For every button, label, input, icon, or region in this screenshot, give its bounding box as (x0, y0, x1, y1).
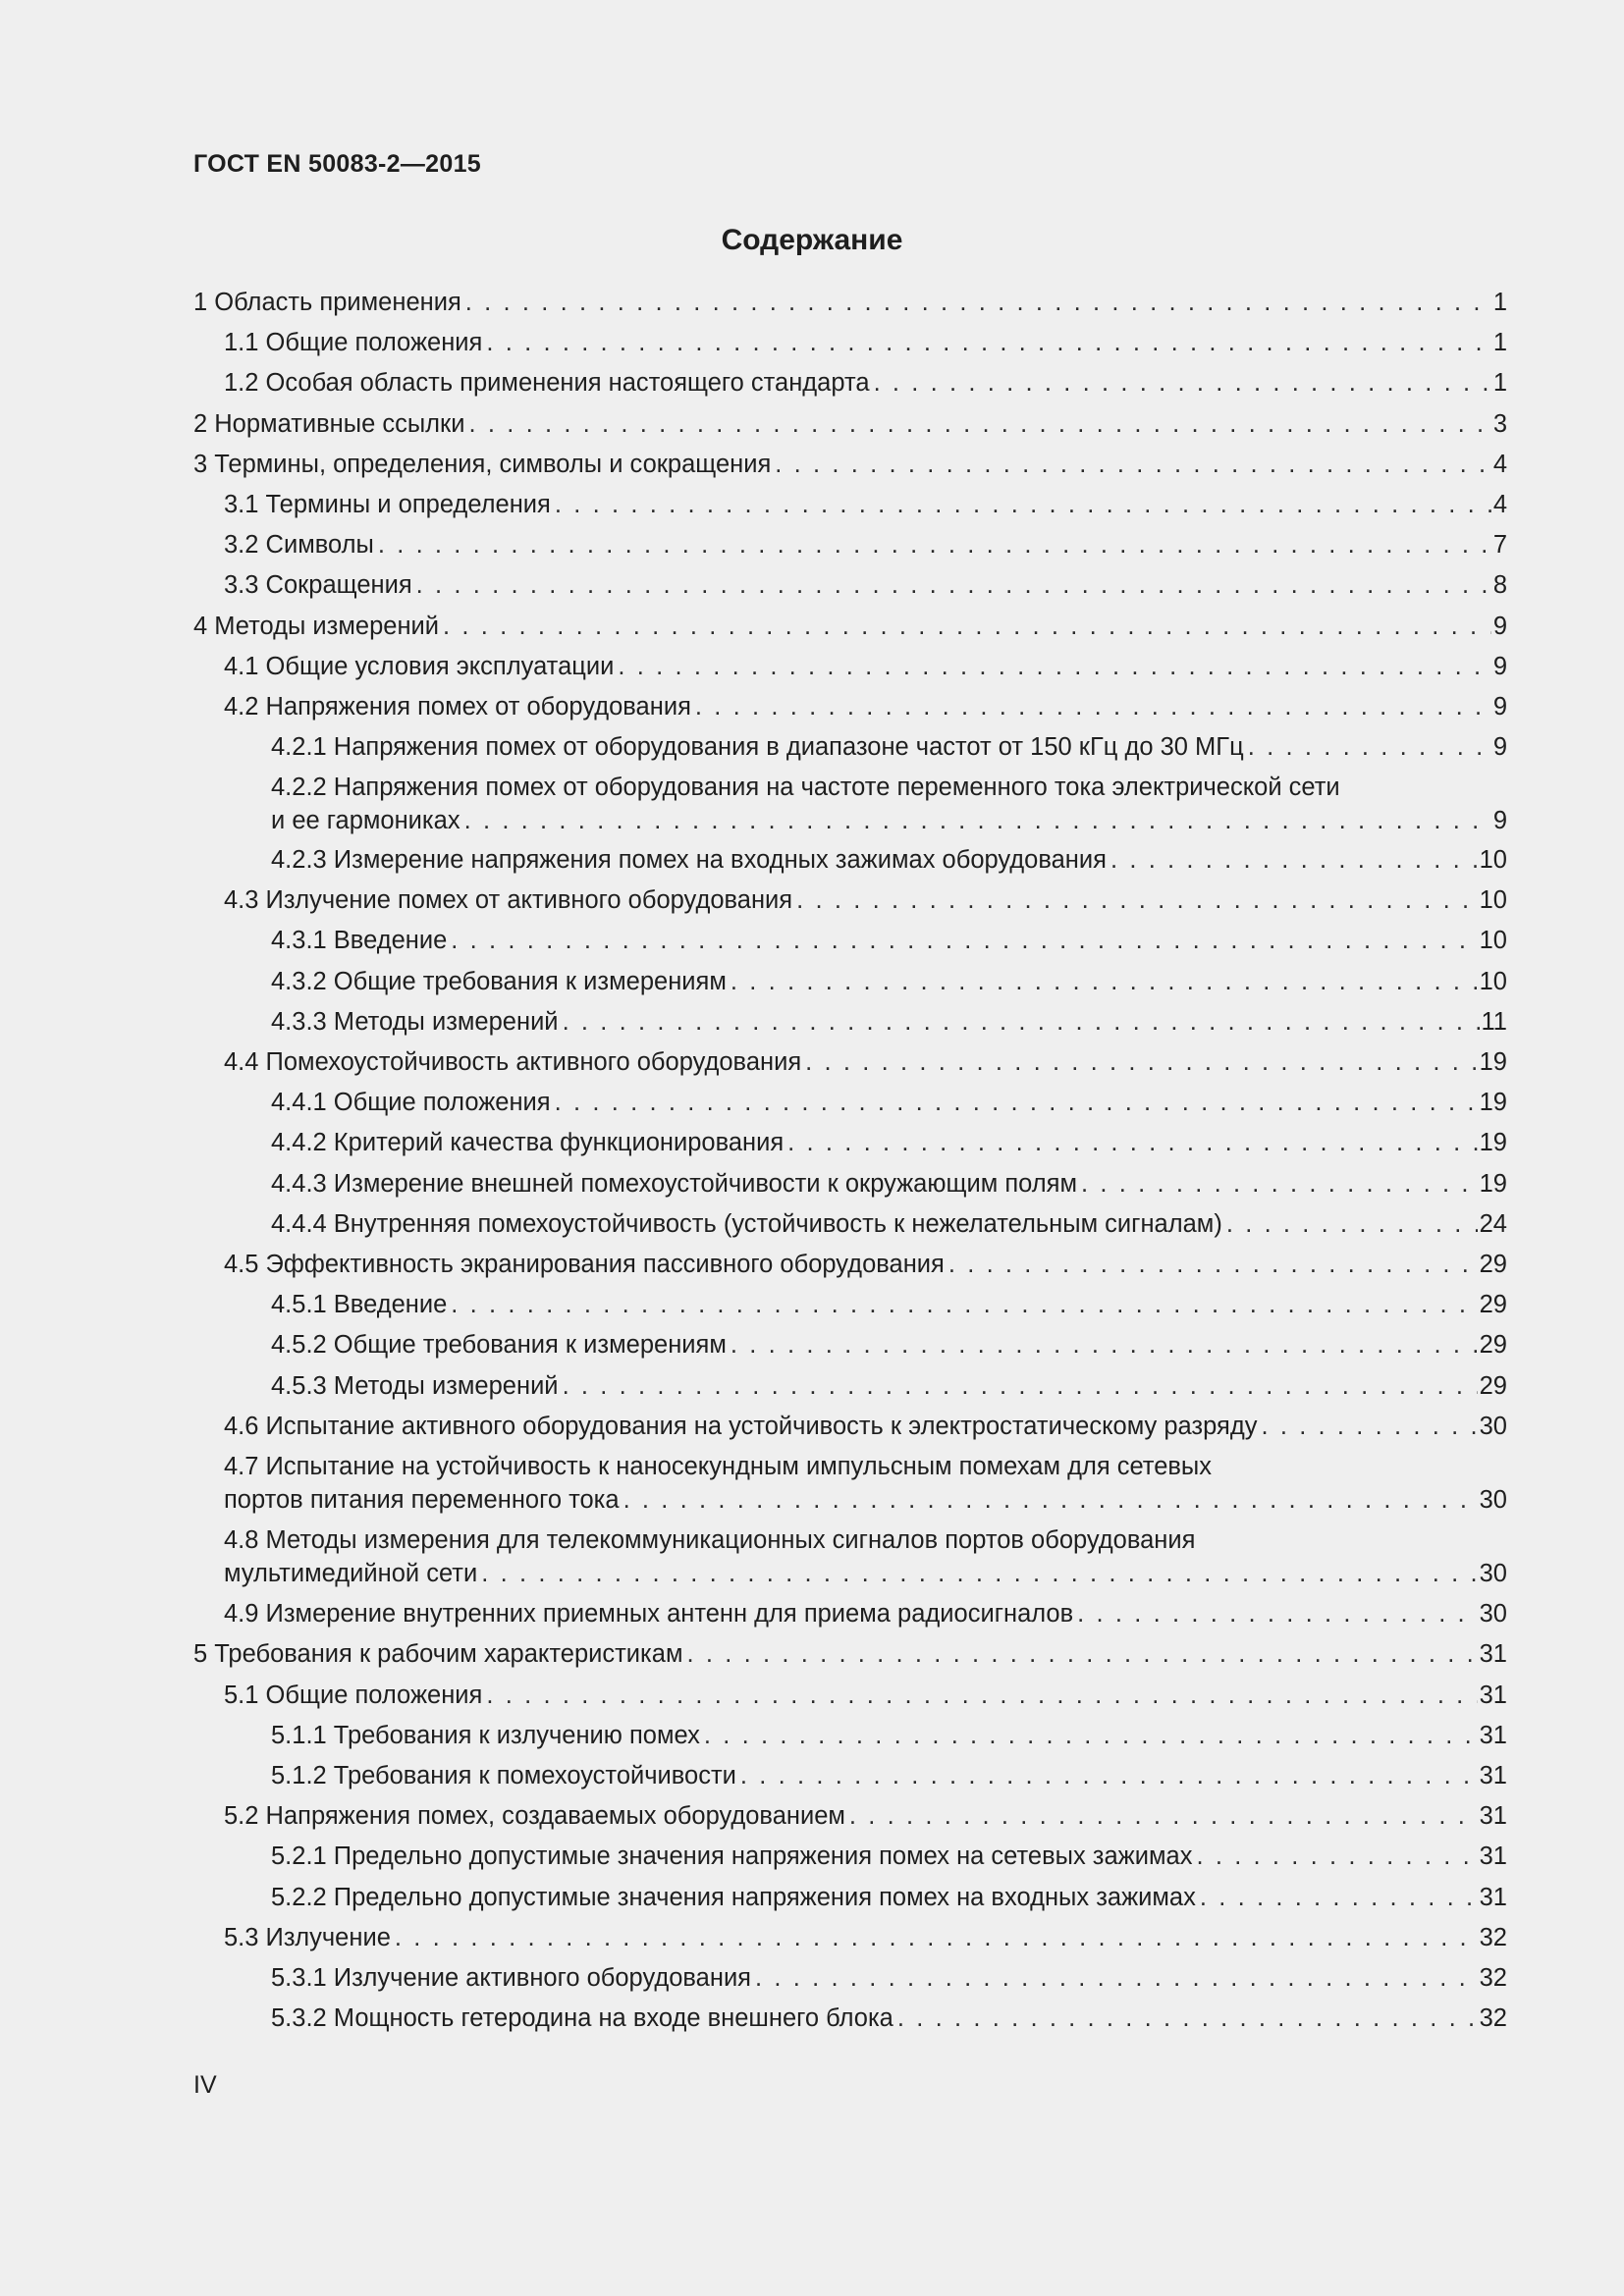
table-of-contents (193, 0, 1507, 2061)
toc-entry-label: 3.1 Термины и определения (224, 491, 551, 518)
toc-page-number: 3 (1492, 410, 1507, 438)
toc-entry-4-8[interactable] (224, 1523, 1507, 1590)
toc-entry-4-3[interactable] (224, 883, 1507, 917)
toc-entry-label: 5 Требования к рабочим характеристикам (193, 1640, 683, 1668)
toc-entry-label: 4.5.3 Методы измерений (271, 1372, 559, 1400)
toc-entry-label: 4.3.1 Введение (271, 927, 448, 954)
dot-leader (451, 924, 1477, 957)
toc-page-number: 31 (1479, 1802, 1507, 1830)
toc-page-number: 9 (1492, 613, 1507, 640)
toc-entry-label: 5.1.2 Требования к помехоустойчивости (271, 1762, 736, 1789)
toc-entry-label: 4.1 Общие условия эксплуатации (224, 653, 615, 680)
document-header-code: ГОСТ EN 50083-2—2015 (193, 150, 481, 178)
dot-leader (948, 1248, 1478, 1281)
toc-entry-label: 4.2.3 Измерение напряжения помех на входных зажимах оборудования (271, 846, 1107, 874)
toc-entry-4-4-4[interactable] (271, 1207, 1507, 1241)
dot-leader (555, 488, 1491, 521)
toc-entry-label: 5.3.1 Излучение активного оборудования (271, 1964, 751, 1992)
toc-entry-label: 4.4.4 Внутренняя помехоустойчивость (устойчивость к нежелательным сигналам) (271, 1210, 1222, 1238)
toc-page-number: 11 (1481, 1008, 1507, 1036)
dot-leader (704, 1719, 1478, 1752)
toc-entry-label-line1: 4.2.2 Напряжения помех от оборудования на частоте переменного тока электрической сети (271, 774, 1340, 801)
toc-entry-4-2-3[interactable] (271, 843, 1507, 877)
toc-entry-3[interactable] (193, 448, 1507, 481)
toc-entry-5-1-1[interactable] (271, 1719, 1507, 1752)
toc-entry-5-1-2[interactable] (271, 1759, 1507, 1792)
dot-leader (465, 286, 1491, 319)
toc-page-number: 30 (1479, 1413, 1507, 1440)
dot-leader (481, 1557, 1477, 1590)
toc-entry-label: 4.4.3 Измерение внешней помехоустойчивости к окружающим полям (271, 1170, 1077, 1198)
toc-page-number: 29 (1479, 1331, 1507, 1359)
toc-entry-label: 4.9 Измерение внутренних приемных антенн для приема радиосигналов (224, 1600, 1074, 1628)
dot-leader (1081, 1167, 1478, 1201)
dot-leader (378, 528, 1491, 561)
toc-entry-label: портов питания переменного тока (224, 1486, 620, 1514)
toc-entry-4-5-2[interactable] (271, 1328, 1507, 1362)
toc-entry-5-2[interactable] (224, 1799, 1507, 1833)
toc-entry-label: 4.3.3 Методы измерений (271, 1008, 559, 1036)
dot-leader (775, 448, 1491, 481)
dot-leader (486, 1679, 1477, 1712)
toc-entry-label: 4 Методы измерений (193, 613, 440, 640)
toc-entry-4-9[interactable] (224, 1597, 1507, 1630)
dot-leader (1196, 1840, 1477, 1873)
toc-entry-5-2-2[interactable] (271, 1881, 1507, 1914)
toc-page-number: 32 (1479, 1924, 1507, 1951)
toc-entry-4-5-1[interactable] (271, 1288, 1507, 1321)
toc-page-number: 19 (1479, 1129, 1507, 1156)
toc-entry-label: 5.1 Общие положения (224, 1682, 483, 1709)
toc-entry-4-4-1[interactable] (271, 1086, 1507, 1119)
toc-page-number: 32 (1479, 1964, 1507, 1992)
dot-leader (787, 1126, 1477, 1159)
toc-entry-4-5[interactable] (224, 1248, 1507, 1281)
dot-leader (555, 1086, 1478, 1119)
toc-entry-label: 3.3 Сокращения (224, 571, 412, 599)
toc-entry-label: 4.5.1 Введение (271, 1291, 448, 1318)
toc-page-number: 9 (1492, 693, 1507, 721)
toc-page-number: 9 (1492, 807, 1507, 834)
dot-leader (695, 690, 1491, 723)
toc-entry-label: 1 Область применения (193, 289, 461, 316)
toc-page-number: 19 (1479, 1048, 1507, 1076)
toc-entry-4-4-2[interactable] (271, 1126, 1507, 1159)
toc-page-number: 8 (1492, 571, 1507, 599)
toc-entry-4-1[interactable] (224, 650, 1507, 683)
dot-leader (618, 650, 1490, 683)
toc-entry-4-5-3[interactable] (271, 1369, 1507, 1403)
dot-leader (740, 1759, 1478, 1792)
toc-entry-5[interactable] (193, 1637, 1507, 1671)
toc-page-number: 31 (1479, 1842, 1507, 1870)
toc-page-number: 31 (1479, 1640, 1507, 1668)
dot-leader (563, 1005, 1480, 1039)
toc-entry-label: 4.3 Излучение помех от активного оборудования (224, 886, 793, 914)
toc-entry-label-line1: 4.8 Методы измерения для телекоммуникационных сигналов портов оборудования (224, 1526, 1196, 1554)
toc-page-number: 10 (1479, 846, 1507, 874)
toc-page-number: 1 (1492, 289, 1507, 316)
dot-leader (796, 883, 1478, 917)
toc-entry-label: 3.2 Символы (224, 531, 374, 559)
toc-page-number: 4 (1492, 451, 1507, 478)
toc-entry-4-2-2[interactable] (271, 771, 1507, 837)
toc-page-number: 29 (1479, 1251, 1507, 1278)
toc-entry-4-2[interactable] (224, 690, 1507, 723)
toc-page-number: 7 (1492, 531, 1507, 559)
toc-entry-label: 4.6 Испытание активного оборудования на устойчивость к электростатическому разряду (224, 1413, 1258, 1440)
dot-leader (1261, 1410, 1477, 1443)
toc-page-number: 4 (1492, 491, 1507, 518)
toc-entry-5-1[interactable] (224, 1679, 1507, 1712)
toc-entry-label: 5.2.1 Предельно допустимые значения напряжения помех на сетевых зажимах (271, 1842, 1193, 1870)
dot-leader (1077, 1597, 1477, 1630)
toc-page-number: 29 (1479, 1291, 1507, 1318)
toc-entry-1-2[interactable] (224, 366, 1507, 400)
toc-page-number: 29 (1479, 1372, 1507, 1400)
toc-entry-label: 5.2 Напряжения помех, создаваемых оборудованием (224, 1802, 845, 1830)
toc-entry-label: 5.1.1 Требования к излучению помех (271, 1722, 700, 1749)
toc-title: Содержание (721, 224, 903, 256)
toc-page-number: 30 (1479, 1560, 1507, 1587)
dot-leader (1110, 843, 1478, 877)
toc-entry-label: 4.3.2 Общие требования к измерениям (271, 968, 727, 995)
toc-page-number: 1 (1492, 369, 1507, 397)
dot-leader (464, 804, 1491, 837)
toc-entry-4[interactable] (193, 610, 1507, 643)
dot-leader (1200, 1881, 1478, 1914)
dot-leader (755, 1961, 1478, 1995)
toc-entry-label: 4.4.2 Критерий качества функционирования (271, 1129, 785, 1156)
toc-entry-5-2-1[interactable] (271, 1840, 1507, 1873)
toc-entry-label: 5.3 Излучение (224, 1924, 391, 1951)
toc-entry-4-3-2[interactable] (271, 965, 1507, 998)
toc-page-number: 31 (1479, 1762, 1507, 1789)
toc-entry-label: мультимедийной сети (224, 1560, 478, 1587)
dot-leader (874, 366, 1491, 400)
toc-entry-4-4-3[interactable] (271, 1167, 1507, 1201)
toc-page-number: 10 (1479, 927, 1507, 954)
toc-page-number: 31 (1479, 1722, 1507, 1749)
dot-leader (563, 1369, 1478, 1403)
toc-page-number: 19 (1479, 1089, 1507, 1116)
toc-entry-label-line1: 4.7 Испытание на устойчивость к наносекундным импульсным помехам для сетевых (224, 1453, 1213, 1480)
toc-entry-label: 2 Нормативные ссылки (193, 410, 465, 438)
toc-entry-3-2[interactable] (224, 528, 1507, 561)
toc-page-number: 30 (1479, 1486, 1507, 1514)
toc-page-number: 1 (1492, 329, 1507, 356)
dot-leader (731, 965, 1478, 998)
toc-page-number: 32 (1479, 2004, 1507, 2032)
toc-page-number: 24 (1479, 1210, 1507, 1238)
toc-entry-label: 4.4.1 Общие положения (271, 1089, 551, 1116)
toc-entry-4-6[interactable] (224, 1410, 1507, 1443)
toc-page-number: 30 (1479, 1600, 1507, 1628)
toc-page-number: 10 (1479, 886, 1507, 914)
dot-leader (1248, 730, 1491, 764)
dot-leader (805, 1045, 1477, 1079)
toc-entry-4-3-1[interactable] (271, 924, 1507, 957)
toc-entry-1[interactable] (193, 286, 1507, 319)
toc-entry-label: 1.1 Общие положения (224, 329, 483, 356)
toc-entry-5-3[interactable] (224, 1921, 1507, 1954)
toc-entry-2[interactable] (193, 407, 1507, 441)
toc-entry-label: 4.2.1 Напряжения помех от оборудования в диапазоне частот от 150 кГц до 30 МГц (271, 733, 1244, 761)
dot-leader (1226, 1207, 1478, 1241)
dot-leader (468, 407, 1490, 441)
dot-leader (849, 1799, 1478, 1833)
toc-entry-3-1[interactable] (224, 488, 1507, 521)
dot-leader (451, 1288, 1477, 1321)
toc-page-number: 9 (1492, 653, 1507, 680)
toc-entry-4-3-3[interactable] (271, 1005, 1507, 1039)
toc-entry-label: 4.5.2 Общие требования к измерениям (271, 1331, 727, 1359)
toc-page-number: 31 (1479, 1682, 1507, 1709)
toc-entry-3-3[interactable] (224, 568, 1507, 602)
toc-page-number: 31 (1479, 1884, 1507, 1911)
toc-entry-label: 5.2.2 Предельно допустимые значения напряжения помех на входных зажимах (271, 1884, 1196, 1911)
dot-leader (486, 326, 1490, 359)
toc-entry-1-1[interactable] (224, 326, 1507, 359)
dot-leader (395, 1921, 1478, 1954)
dot-leader (686, 1637, 1477, 1671)
toc-entry-4-2-1[interactable] (271, 730, 1507, 764)
toc-entry-4-7[interactable] (224, 1450, 1507, 1517)
toc-entry-5-3-2[interactable] (271, 2002, 1507, 2035)
dot-leader (443, 610, 1491, 643)
toc-entry-5-3-1[interactable] (271, 1961, 1507, 1995)
toc-page-number: 9 (1492, 733, 1507, 761)
toc-entry-label: 4.5 Эффективность экранирования пассивного оборудования (224, 1251, 945, 1278)
toc-entry-label: 4.2 Напряжения помех от оборудования (224, 693, 691, 721)
page-number-footer: IV (193, 2071, 217, 2099)
dot-leader (416, 568, 1491, 602)
dot-leader (731, 1328, 1478, 1362)
toc-entry-label: и ее гармониках (271, 807, 460, 834)
toc-page-number: 10 (1479, 968, 1507, 995)
toc-entry-label: 5.3.2 Мощность гетеродина на входе внешнего блока (271, 2004, 893, 2032)
dot-leader (623, 1483, 1478, 1517)
toc-entry-label: 4.4 Помехоустойчивость активного оборудования (224, 1048, 802, 1076)
dot-leader (897, 2002, 1478, 2035)
toc-entry-4-4[interactable] (224, 1045, 1507, 1079)
toc-page-number: 19 (1479, 1170, 1507, 1198)
toc-entry-label: 3 Термины, определения, символы и сокращения (193, 451, 772, 478)
toc-entry-label: 1.2 Особая область применения настоящего стандарта (224, 369, 870, 397)
